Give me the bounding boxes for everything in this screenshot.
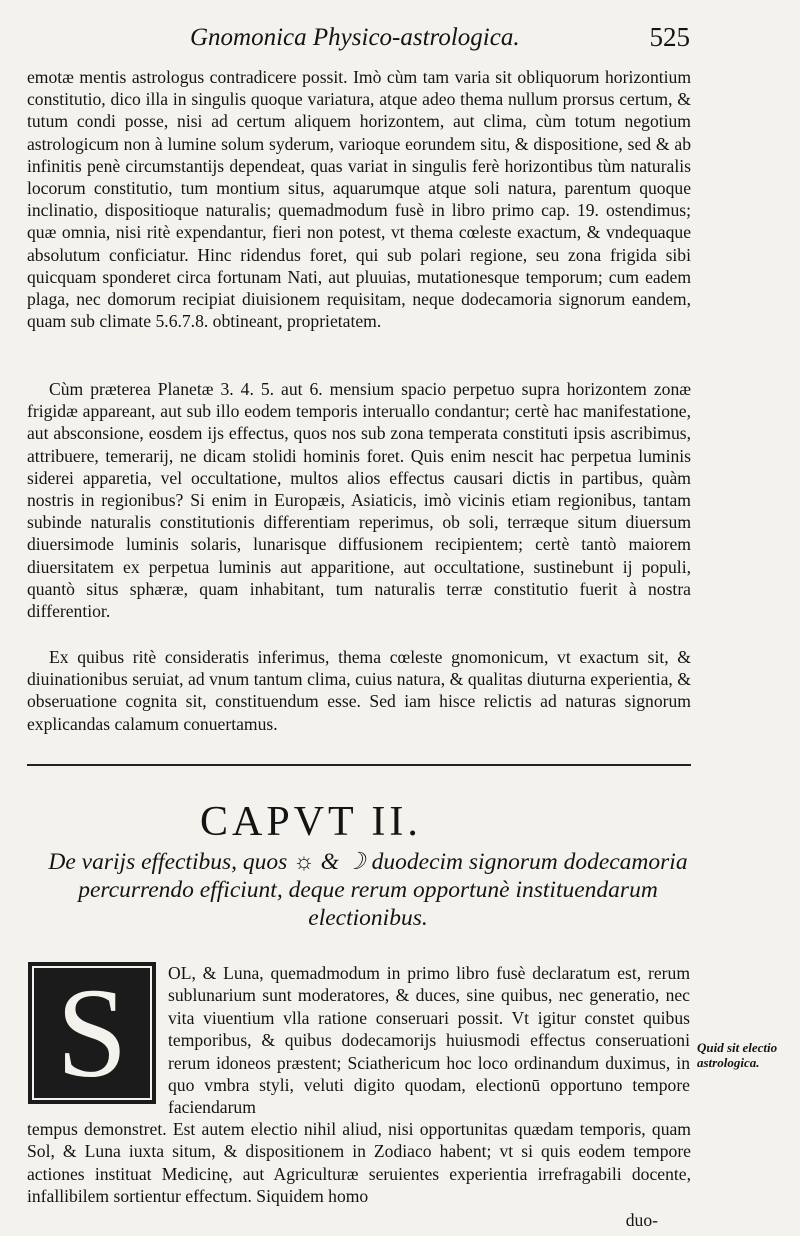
running-head [160,22,690,58]
chapter-heading: CAPVT II. [200,799,422,845]
paragraph-2 [27,378,691,622]
paragraph-1 [27,66,691,332]
chapter-subtitle: De varijs effectibus, quos ☼ & ☽ duodecim signorum dodecamoria percurrendo efficiunt, deque rerum opportunè instituendarum electionibus. [48,849,688,931]
paragraph-text: Cùm præterea Planetæ 3. 4. 5. aut 6. mensium spacio perpetuo supra horizontem zonæ frigidæ appareant, aut sub illo eodem temporis interuallo condantur; certè hac manifestatione, aut absconsione, eosdem ijs effectus, quos nos sub zona temperata constituti ipsis ascribimus, attribuere, temerarij, ne dicam stolidi hominis foret. Quis enim nescit hac perpetua luminis siderei apparetia, vel occultatione, multos alios effectus causari dictis in partibus, quàm nostris in regionibus? Si enim in Europæis, Asiaticis, imò vicinis etiam regionibus, tantam subinde naturalis constitutionis differentiam reperimus, ob soli, terræque situm diuersum diuersimode luminis solaris, lunarisque diffusionem recipientem; certè tantò maiorem diuersitatem ex perpetua luminis aut apparitione, aut occultatione, sustinebunt ij populi, quantò situs sphæræ, quam inhabitant, tum naturalis terræ constitutio fuerit à nostra differentior. [27,379,691,622]
catchword: duo- [625,1210,658,1230]
section-divider [27,764,691,766]
running-title: Gnomonica Physico-astrologica. [190,24,520,51]
paragraph-text: emotæ mentis astrologus contradicere possit. Imò cùm tam varia sit obliquorum horizontium constitutio, dico illa in singulis quoque variatura, atque adeo thema nullum prorsus certum, & tutum condi posse, nisi ad certum aliquem horizontem, aut clima, cùm totum negotium astrologicum non à lumine solum syderum, varioque eorundem situ, & dispositione, sed & ab infinitis penè circumstantijs dependeat, quas variat in singulis ferè horizontibus tùm naturalis locorum constitutio, tum montium situs, aquarumque atque soli natura, parentum quoque inclinatio, dispositioque naturalis; quemadmodum fusè in libro primo cap. 19. ostendimus; quæ omnia, nisi ritè expendantur, fieri non potest, vt thema cœleste exactum, & vndequaque absolutum conficiatur. Hinc ridendus foret, qui sub polari regione, seu zona frigida sibi quicquam sponderet circa fortunam Nati, aut pluuias, mutationesque temporum; cum eadem plaga, nec domorum recipiat diuisionem requisitam, neque dodecamoria signorum eandem, quam sub climate 5.6.7.8. obtineant, proprietatem. [27,67,691,332]
drop-cap-initial: S [28,962,156,1104]
paragraph-4-continued: tempus demonstret. Est autem electio nihil aliud, nisi opportunitas quædam temporis, quam Sol, & Luna iuxta situm, & dispositionem in Zodiaco habent; vt si quis eodem tempore actiones instituat Medicinę, aut Agriculturæ seruientes experientia irrefragabili docente, infallibilem sortientur effectum. Siquidem homo [27,1119,691,1207]
margin-note: Quid sit electio astrologica. [697,1040,778,1070]
paragraph-4-indented: OL, & Luna, quemadmodum in primo libro fusè declaratum est, rerum sublunarium sunt moderatores, & duces, sine quibus, nec generatio, nec vita viuentium vlla ratione conseruari possit. Vt igitur constet quibus temporibus, & quibus dodecamorijs huiusmodi effectus conseruationi rerum idoneos præstent; Sciathericum hoc loco ordinandum duximus, in quo vmbra styli, veluti digito quodam, electionū opportuno tempore faciendarum [168,963,690,1118]
paragraph-3 [27,646,691,735]
paragraph-text: Ex quibus ritè consideratis inferimus, thema cœleste gnomonicum, vt exactum sit, & diuinationibus seruiat, ad vnum tantum clima, cuius natura, & qualitas diuturna experientia, & obseruatione cognita sit, constituendum esse. Sed iam hisce relictis ad naturas signorum explicandas calamum conuertamus. [27,647,691,734]
page-number: 525 [649,22,690,52]
